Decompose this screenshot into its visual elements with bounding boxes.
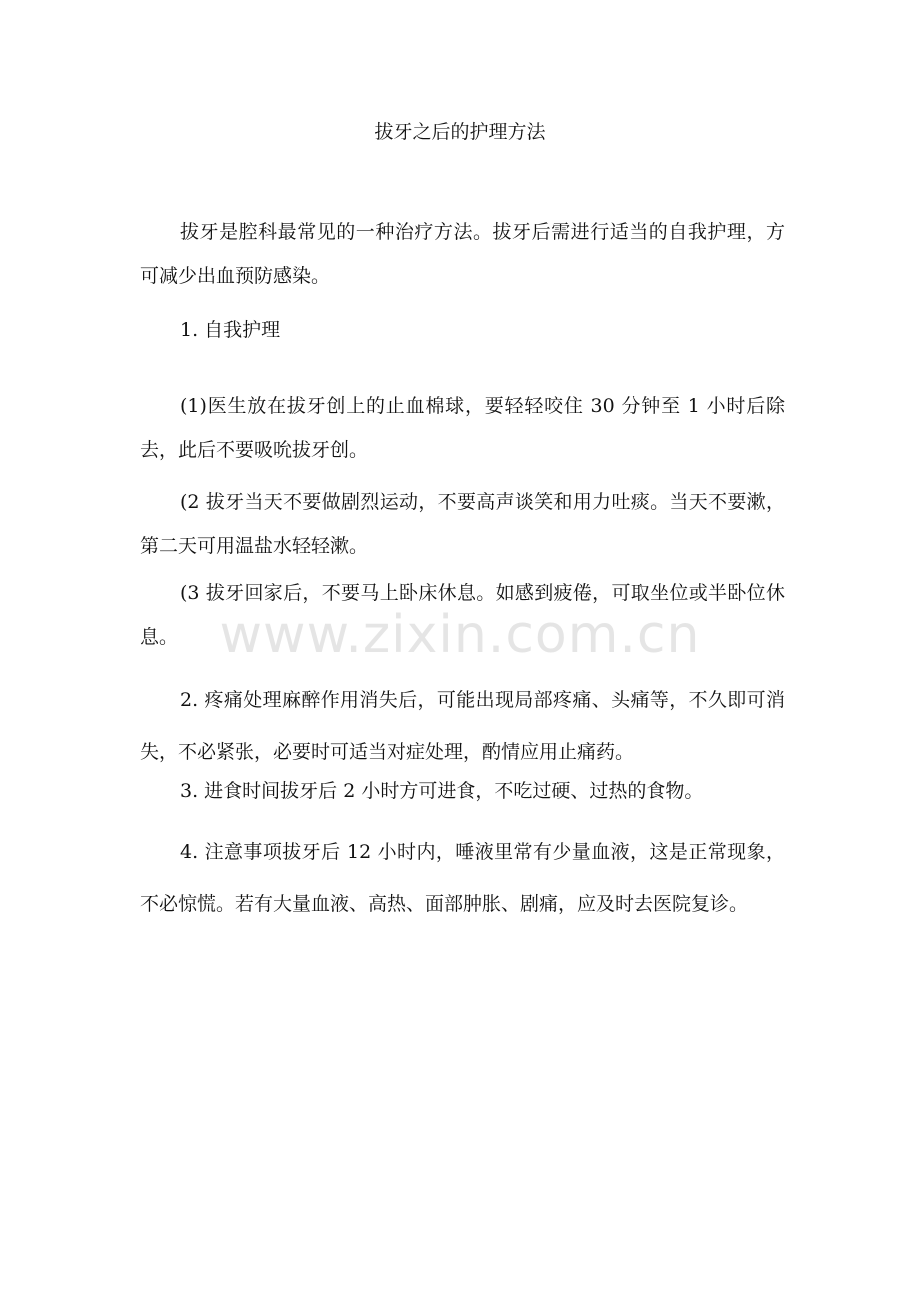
intro-paragraph: 拔牙是腔科最常见的一种治疗方法。拔牙后需进行适当的自我护理，方可减少出血预防感染。 — [140, 221, 785, 287]
document-title: 拔牙之后的护理方法 — [374, 121, 546, 143]
section-eating-time: 3. 进食时间拔牙后 2 小时方可进食，不吃过硬、过热的食物。 — [180, 780, 704, 802]
self-care-item-1: (1)医生放在拔牙创上的止血棉球，要轻轻咬住 30 分钟至 1 小时后除去，此后不要吸吮拔牙创。 — [140, 395, 785, 461]
section-heading-self-care: 1. 自我护理 — [180, 319, 281, 341]
watermark: www.zixin.com.cn — [219, 605, 701, 665]
section-pain-management: 2. 疼痛处理麻醉作用消失后，可能出现局部疼痛、头痛等，不久即可消失，不必紧张，必要时可适当对症处理，酌情应用止痛药。 — [140, 689, 785, 763]
self-care-item-3: (3 拔牙回家后，不要马上卧床休息。如感到疲倦，可取坐位或半卧位休息。 — [140, 582, 785, 648]
section-precautions: 4. 注意事项拔牙后 12 小时内，唾液里常有少量血液，这是正常现象，不必惊慌。若有大量血液、高热、面部肿胀、剧痛，应及时去医院复诊。 — [140, 841, 785, 915]
self-care-item-2: (2 拔牙当天不要做剧烈运动，不要高声谈笑和用力吐痰。当天不要漱，第二天可用温盐水轻轻漱。 — [140, 491, 785, 557]
